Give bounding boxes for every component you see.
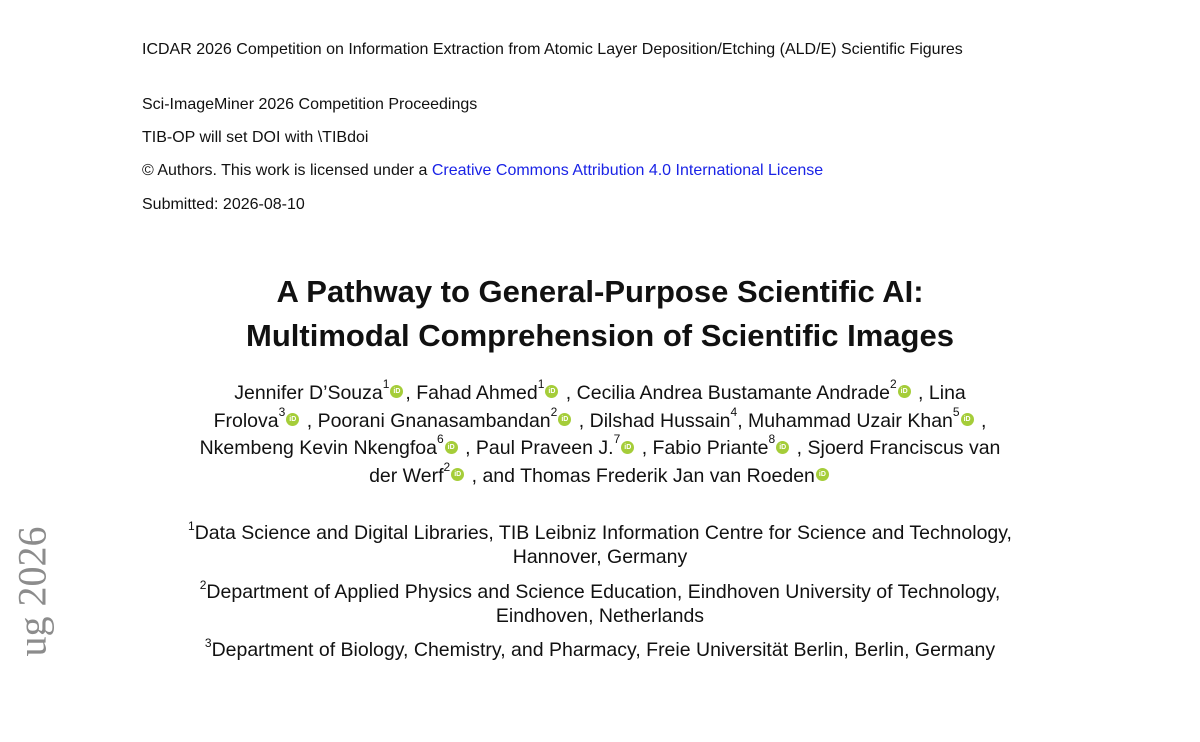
author-name: Fahad Ahmed	[416, 382, 538, 404]
orcid-icon[interactable]: iD	[545, 385, 558, 398]
affiliation-sup: 2	[199, 578, 207, 592]
paper-title-line-1: A Pathway to General-Purpose Scientific AI:	[276, 274, 924, 309]
competition-header: ICDAR 2026 Competition on Information Extraction from Atomic Layer Deposition/Etching (ALD/E) Scientific Figures	[142, 41, 963, 58]
orcid-icon[interactable]: iD	[776, 441, 789, 454]
affiliation-text: Data Science and Digital Libraries, TIB Leibniz Information Centre for Science and Technology,	[194, 522, 1012, 544]
author-name: Paul Praveen J.	[475, 437, 614, 460]
author-line: der Werf$^2$iD , and Thomas Frederik Jan van Roeden iD	[0, 463, 1200, 491]
license-prefix: © Authors. This work is licensed under a	[142, 162, 432, 179]
orcid-icon[interactable]: iD	[961, 413, 974, 426]
author-conjunction: and	[482, 465, 515, 488]
author-name: Thomas Frederik Jan van Roeden	[520, 465, 815, 488]
author-affil-sup: 1	[537, 377, 545, 391]
author-line: Nkembeng Kevin Nkengfoa$^6$iD , Paul Praveen J.$^7$iD , Fabio Priante$^8$iD , Sjoerd Franciscus van	[199, 432, 1001, 460]
affiliation-2	[0, 580, 1200, 628]
author-name: Nkembeng Kevin Nkengfoa	[199, 437, 437, 460]
orcid-icon[interactable]: iD	[816, 468, 829, 481]
author-name: Frolova	[213, 409, 279, 432]
author-line: Frolova$^3$iD , Poorani Gnanasambandan$^2$iD , Dilshad Hussain$^4$, Muhammad Uzair Khan$^5$iD ,	[213, 404, 987, 432]
affiliation-line: Hannover, Germany	[512, 546, 688, 568]
paper-title-line-2: Multimodal Comprehension of Scientific Images	[246, 318, 954, 353]
author-name: Dilshad Hussain	[589, 409, 731, 432]
affiliation-line: Eindhoven, Netherlands	[495, 605, 705, 627]
affiliation-1	[0, 521, 1200, 569]
submitted-date: Submitted: 2026-08-10	[142, 196, 305, 213]
author-affil-sup: 6	[436, 432, 444, 447]
author-affil-sup: 3	[278, 404, 286, 419]
author-name: Jennifer D’Souza	[234, 382, 383, 404]
affiliation-sup: 1	[188, 519, 195, 533]
arxiv-date-stamp: ug 2026	[9, 526, 55, 657]
orcid-icon[interactable]: iD	[390, 385, 403, 398]
author-name: Fabio Priante	[652, 437, 769, 460]
affiliation-text: Department of Biology, Chemistry, and Pharmacy, Freie Universität Berlin, Berlin, Germany	[211, 639, 996, 661]
author-list	[0, 377, 1200, 491]
orcid-icon[interactable]: iD	[558, 413, 571, 426]
author-line: Jennifer D’Souza$^1$iD , Fahad Ahmed$^1$iD , Cecilia Andrea Bustamante Andrade$^2$iD , Lina	[234, 377, 966, 404]
affiliation-line	[0, 521, 1200, 545]
author-name: Lina	[928, 382, 966, 404]
author-affil-sup: 2	[889, 377, 897, 391]
author-affil-sup: 1	[382, 377, 390, 391]
affiliation-sup: 3	[204, 636, 212, 650]
author-affil-sup: 2	[550, 404, 558, 419]
author-affil-sup: 8	[768, 432, 776, 447]
license-line	[142, 162, 823, 180]
affiliation-text: Department of Applied Physics and Science Education, Eindhoven University of Technology,	[206, 581, 1001, 603]
author-name: Poorani Gnanasambandan	[317, 409, 551, 432]
proceedings-line: Sci-ImageMiner 2026 Competition Proceedings	[142, 96, 478, 113]
affiliation-line	[0, 580, 1200, 604]
author-affil-sup: 4	[730, 404, 738, 419]
orcid-icon[interactable]: iD	[621, 441, 634, 454]
affiliation-3	[0, 638, 1200, 662]
orcid-icon[interactable]: iD	[451, 468, 464, 481]
author-affil-sup: 2	[443, 460, 451, 475]
author-affil-sup: 5	[952, 404, 960, 419]
author-name: Cecilia Andrea Bustamante Andrade	[576, 382, 890, 404]
orcid-icon[interactable]: iD	[445, 441, 458, 454]
affiliation-line	[0, 638, 1200, 662]
orcid-icon[interactable]: iD	[286, 413, 299, 426]
license-link[interactable]: Creative Commons Attribution 4.0 International License	[431, 162, 824, 179]
author-name: der Werf	[369, 465, 444, 488]
doi-line: TIB-OP will set DOI with \TIBdoi	[142, 129, 369, 146]
author-name: Sjoerd Franciscus van	[807, 437, 1001, 460]
orcid-icon[interactable]: iD	[898, 385, 911, 398]
author-affil-sup: 7	[613, 432, 621, 447]
author-name: Muhammad Uzair Khan	[748, 409, 953, 432]
